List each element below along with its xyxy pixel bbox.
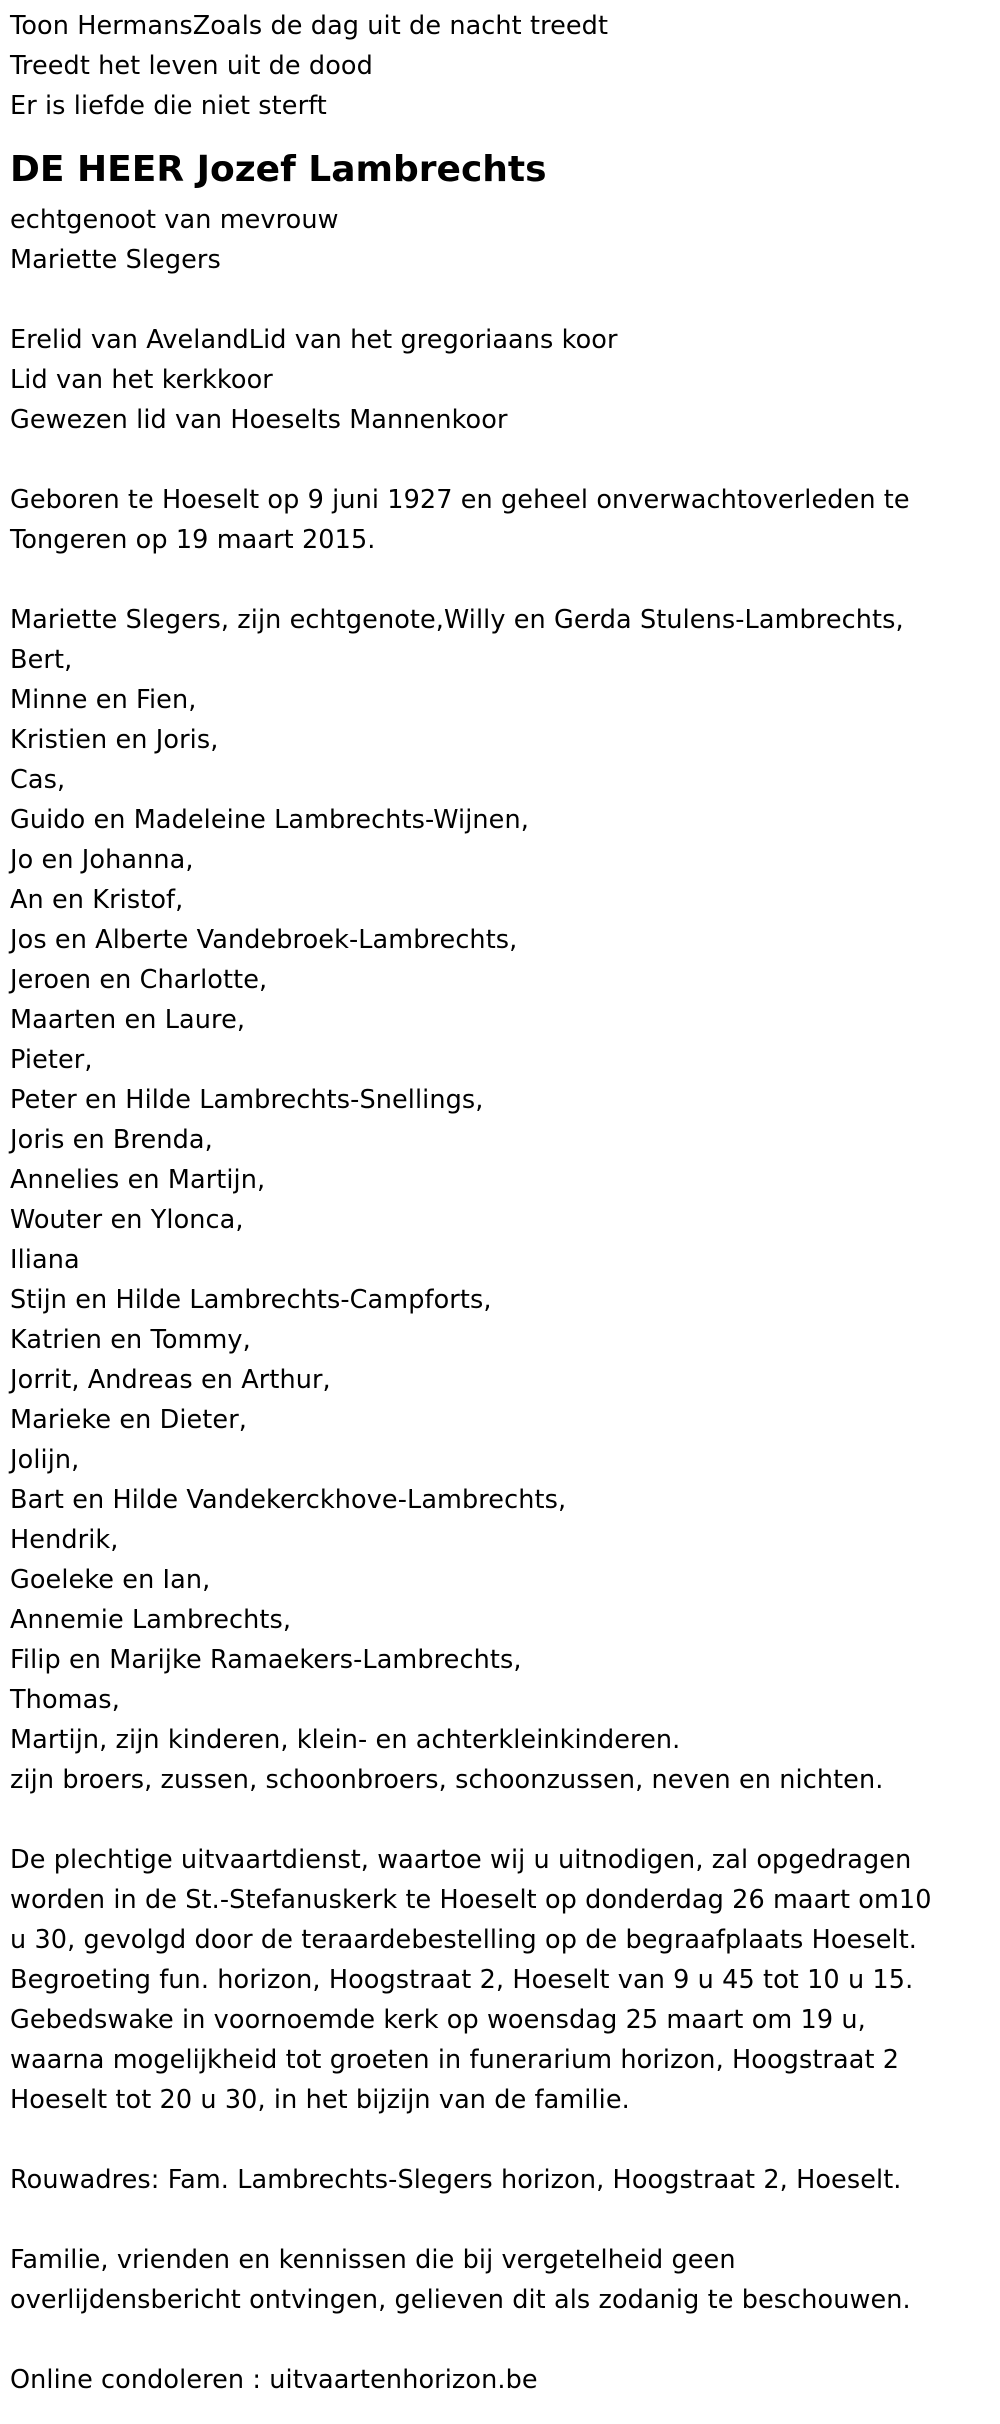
family-list	[10, 600, 990, 1800]
spouse-section	[10, 200, 990, 280]
family-line: Wouter en Ylonca,	[10, 1205, 244, 1235]
family-line: Kristien en Joris,	[10, 725, 219, 755]
spacer	[10, 280, 990, 320]
service-line: worden in de St.-Stefanuskerk te Hoeselt op donderdag 26 maart om10	[10, 1885, 932, 1915]
birth-death-line: Tongeren op 19 maart 2015.	[10, 525, 376, 555]
family-line: Martijn, zijn kinderen, klein- en achterkleinkinderen.	[10, 1725, 681, 1755]
family-line: An en Kristof,	[10, 885, 184, 915]
family-line: Annemie Lambrechts,	[10, 1605, 292, 1635]
service-line: Begroeting fun. horizon, Hoogstraat 2, Hoeselt van 9 u 45 tot 10 u 15.	[10, 1965, 914, 1995]
memberships-section	[10, 320, 990, 440]
family-line: Jo en Johanna,	[10, 845, 194, 875]
service-section	[10, 1840, 990, 2120]
family-line: Hendrik,	[10, 1525, 119, 1555]
family-line: Joris en Brenda,	[10, 1125, 213, 1155]
family-line: zijn broers, zussen, schoonbroers, schoonzussen, neven en nichten.	[10, 1765, 884, 1795]
birth-death-line: Geboren te Hoeselt op 9 juni 1927 en geheel onverwachtoverleden te	[10, 485, 910, 515]
family-line: Minne en Fien,	[10, 685, 197, 715]
service-line: u 30, gevolgd door de teraardebestelling op de begraafplaats Hoeselt.	[10, 1925, 917, 1955]
service-line: waarna mogelijkheid tot groeten in funerarium horizon, Hoogstraat 2	[10, 2045, 900, 2075]
spacer	[10, 2120, 990, 2160]
family-line: Peter en Hilde Lambrechts-Snellings,	[10, 1085, 484, 1115]
spacer	[10, 2200, 990, 2240]
address-line: Rouwadres: Fam. Lambrechts-Slegers horizon, Hoogstraat 2, Hoeselt.	[10, 2165, 902, 2195]
family-line: Iliana	[10, 1245, 80, 1275]
spacer	[10, 2320, 990, 2360]
family-line: Marieke en Dieter,	[10, 1405, 247, 1435]
family-line: Filip en Marijke Ramaekers-Lambrechts,	[10, 1645, 522, 1675]
family-line: Cas,	[10, 765, 66, 795]
family-line: Bart en Hilde Vandekerckhove-Lambrechts,	[10, 1485, 567, 1515]
poem-line: Toon HermansZoals de dag uit de nacht treedt	[10, 11, 609, 41]
family-line: Thomas,	[10, 1685, 120, 1715]
deceased-name-title: DE HEER Jozef Lambrechts	[10, 149, 547, 190]
notice-section	[10, 2240, 990, 2320]
address-section	[10, 2160, 990, 2200]
online-condolences-line: Online condoleren : uitvaartenhorizon.be	[10, 2365, 538, 2395]
family-line: Jeroen en Charlotte,	[10, 965, 268, 995]
intro-poem	[10, 6, 990, 126]
family-line: Jos en Alberte Vandebroek-Lambrechts,	[10, 925, 518, 955]
family-line: Stijn en Hilde Lambrechts-Campforts,	[10, 1285, 492, 1315]
spouse-line: echtgenoot van mevrouw	[10, 205, 339, 235]
membership-line: Gewezen lid van Hoeselts Mannenkoor	[10, 405, 508, 435]
service-line: De plechtige uitvaartdienst, waartoe wij u uitnodigen, zal opgedragen	[10, 1845, 912, 1875]
spacer	[10, 440, 990, 480]
family-line: Katrien en Tommy,	[10, 1325, 251, 1355]
membership-line: Erelid van AvelandLid van het gregoriaans koor	[10, 325, 618, 355]
family-line: Mariette Slegers, zijn echtgenote,Willy en Gerda Stulens-Lambrechts,	[10, 605, 904, 635]
family-line: Maarten en Laure,	[10, 1005, 246, 1035]
family-line: Jorrit, Andreas en Arthur,	[10, 1365, 331, 1395]
spacer	[10, 1800, 990, 1840]
family-line: Bert,	[10, 645, 73, 675]
poem-line: Treedt het leven uit de dood	[10, 51, 373, 81]
family-line: Jolijn,	[10, 1445, 80, 1475]
spacer	[10, 560, 990, 600]
notice-line: overlijdensbericht ontvingen, gelieven dit als zodanig te beschouwen.	[10, 2285, 911, 2315]
poem-line: Er is liefde die niet sterft	[10, 91, 327, 121]
service-line: Gebedswake in voornoemde kerk op woensdag 25 maart om 19 u,	[10, 2005, 866, 2035]
membership-line: Lid van het kerkkoor	[10, 365, 273, 395]
family-line: Guido en Madeleine Lambrechts-Wijnen,	[10, 805, 529, 835]
family-line: Goeleke en Ian,	[10, 1565, 211, 1595]
spouse-line: Mariette Slegers	[10, 245, 221, 275]
service-line: Hoeselt tot 20 u 30, in het bijzijn van de familie.	[10, 2085, 630, 2115]
family-line: Pieter,	[10, 1045, 93, 1075]
online-condolences-section	[10, 2360, 990, 2400]
birth-death-section	[10, 480, 990, 560]
family-line: Annelies en Martijn,	[10, 1165, 266, 1195]
notice-line: Familie, vrienden en kennissen die bij vergetelheid geen	[10, 2245, 736, 2275]
